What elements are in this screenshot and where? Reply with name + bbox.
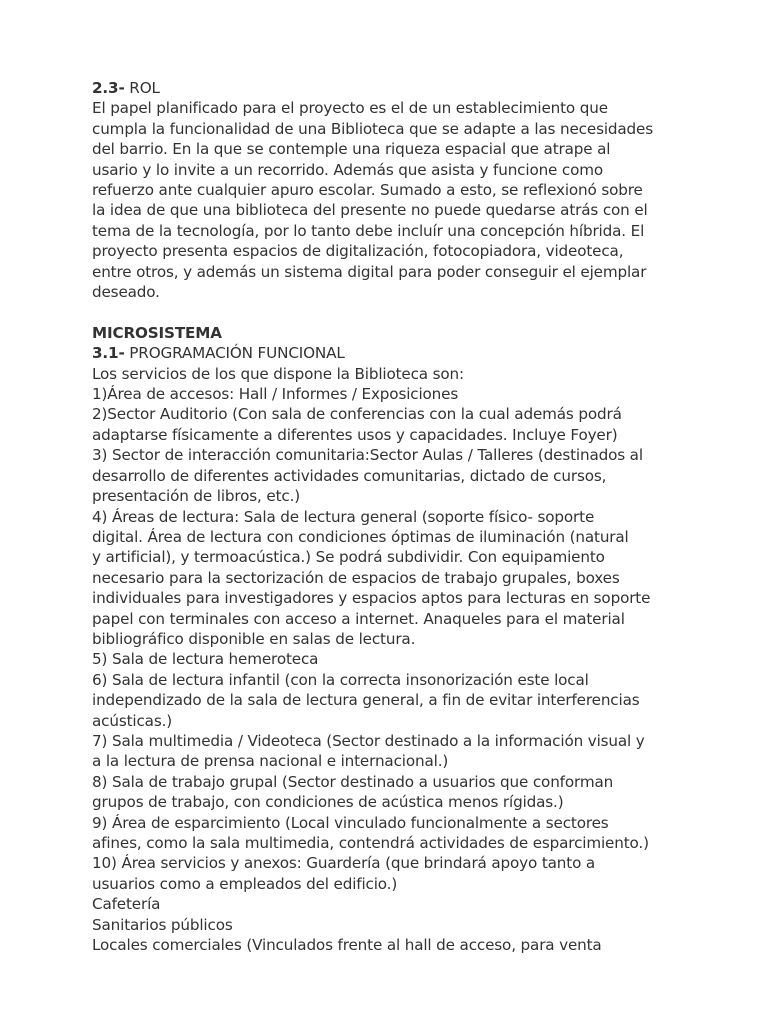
paragraph-line: refuerzo ante cualquier apuro escolar. Sumado a esto, se reflexionó sobre	[92, 181, 643, 200]
list-line: individuales para investigadores y espacios aptos para lecturas en soporte	[92, 589, 651, 608]
document-page	[92, 78, 692, 955]
paragraph-line: deseado.	[92, 283, 160, 302]
list-line: 1)Área de accesos: Hall / Informes / Exposiciones	[92, 385, 459, 404]
section-2-3-paragraph	[92, 98, 692, 302]
list-line: 10) Área servicios y anexos: Guardería (que brindará apoyo tanto a	[92, 854, 596, 873]
paragraph-line: tema de la tecnología, por lo tanto debe incluír una concepción híbrida. El	[92, 221, 645, 240]
list-line: afines, como la sala multimedia, contendrá actividades de esparcimiento.)	[92, 834, 649, 853]
paragraph-line: del barrio. En la que se contemple una riqueza espacial que atrape al	[92, 140, 611, 159]
section-number: 2.3-	[92, 79, 125, 97]
list-line: papel con terminales con acceso a internet. Anaqueles para el material	[92, 609, 625, 628]
section-3-1-heading	[92, 343, 692, 363]
list-line: grupos de trabajo, con condiciones de acústica menos rígidas.)	[92, 793, 564, 812]
section-title: ROL	[124, 79, 160, 97]
paragraph-line: entre otros, y además un sistema digital para poder conseguir el ejemplar	[92, 262, 647, 281]
list-line: 6) Sala de lectura infantil (con la correcta insonorización este local	[92, 670, 589, 689]
list-line: 3) Sector de interacción comunitaria:Sector Aulas / Talleres (destinados al	[92, 446, 643, 465]
list-line: 5) Sala de lectura hemeroteca	[92, 650, 319, 669]
list-line: digital. Área de lectura con condiciones óptimas de iluminación (natural	[92, 527, 629, 546]
list-line: Los servicios de los que dispone la Biblioteca son:	[92, 364, 464, 383]
list-line: Cafetería	[92, 895, 161, 914]
paragraph-spacer	[92, 302, 692, 322]
list-line: a la lectura de prensa nacional e internacional.)	[92, 752, 449, 771]
list-line: adaptarse físicamente a diferentes usos y capacidades. Incluye Foyer)	[92, 425, 618, 444]
list-line: acústicas.)	[92, 711, 173, 730]
list-line: 7) Sala multimedia / Videoteca (Sector destinado a la información visual y	[92, 731, 645, 750]
list-line: usuarios como a empleados del edificio.)	[92, 874, 398, 893]
list-line: Sanitarios públicos	[92, 915, 233, 934]
list-line: bibliográfico disponible en salas de lectura.	[92, 629, 416, 648]
paragraph-line: la idea de que una biblioteca del presente no puede quedarse atrás con el	[92, 201, 648, 220]
services-list	[92, 364, 692, 956]
paragraph-line: proyecto presenta espacios de digitalización, fotocopiadora, videoteca,	[92, 242, 624, 261]
paragraph-line: El papel planificado para el proyecto es el de un establecimiento que	[92, 99, 608, 118]
list-line: y artificial), y termoacústica.) Se podrá subdividir. Con equipamiento	[92, 548, 605, 567]
list-line: independizado de la sala de lectura general, a fin de evitar interferencias	[92, 691, 640, 710]
list-line: presentación de libros, etc.)	[92, 487, 301, 506]
section-2-3-heading	[92, 78, 692, 98]
list-line: necesario para la sectorización de espacios de trabajo grupales, boxes	[92, 568, 620, 587]
list-line: 8) Sala de trabajo grupal (Sector destinado a usuarios que conforman	[92, 772, 614, 791]
section-number: 3.1-	[92, 344, 125, 363]
microsistema-heading: MICROSISTEMA	[92, 323, 222, 342]
list-line: 9) Área de esparcimiento (Local vinculado funcionalmente a sectores	[92, 813, 609, 832]
section-title: PROGRAMACIÓN FUNCIONAL	[124, 344, 345, 363]
paragraph-line: usario y lo invite a un recorrido. Además que asista y funcione como	[92, 160, 604, 179]
list-line: 4) Áreas de lectura: Sala de lectura general (soporte físico- soporte	[92, 507, 595, 526]
list-line: 2)Sector Auditorio (Con sala de conferencias con la cual además podrá	[92, 405, 622, 424]
paragraph-line: cumpla la funcionalidad de una Biblioteca que se adapte a las necesidades	[92, 119, 653, 138]
list-line: desarrollo de diferentes actividades comunitarias, dictado de cursos,	[92, 466, 607, 485]
list-line: Locales comerciales (Vinculados frente al hall de acceso, para venta	[92, 936, 602, 955]
